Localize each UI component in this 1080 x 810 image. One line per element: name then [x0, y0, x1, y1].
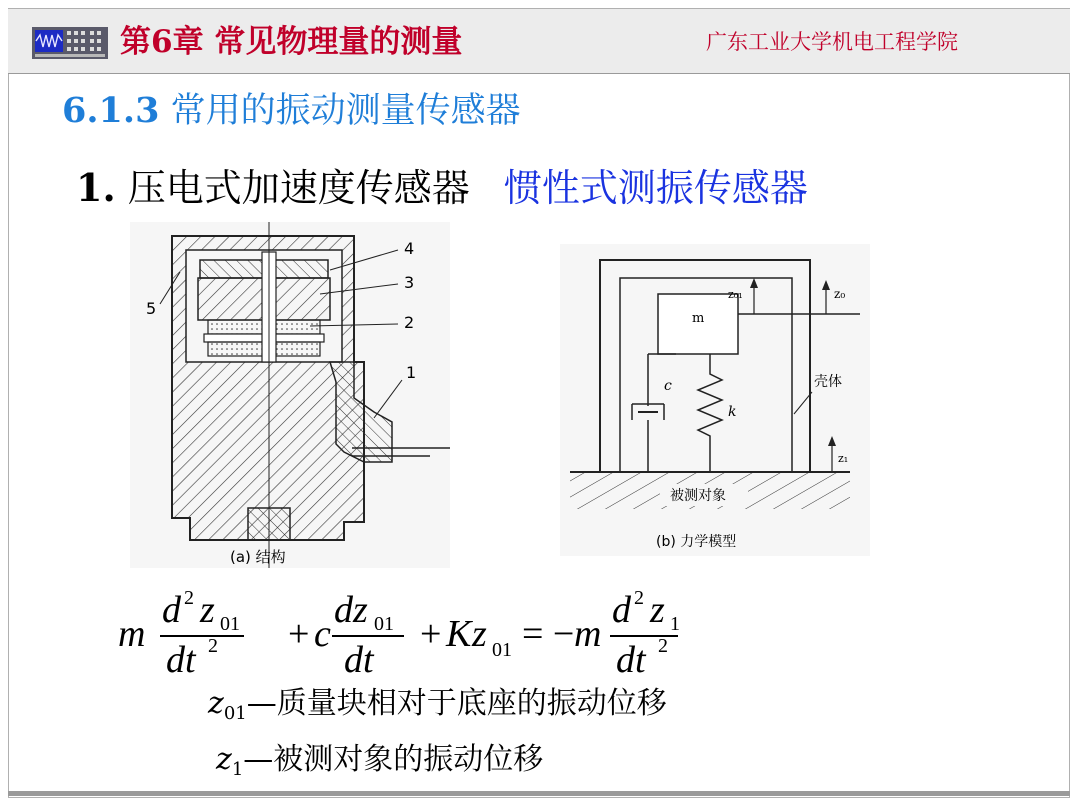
object-label: 被测对象 [670, 488, 726, 504]
eq-sub-01a: 01 [220, 613, 240, 635]
eq-plus-2: + [420, 613, 442, 655]
eq-c: c [314, 613, 331, 655]
eq-d-num: d [162, 589, 181, 631]
eq-sup-2b: 2 [208, 635, 218, 657]
z1-label: z₁ [838, 452, 849, 465]
eq-dz-num: dz [334, 589, 368, 631]
eq-dt-den: dt [166, 639, 196, 681]
section-number: 6.1.3 [62, 90, 160, 131]
sub-heading [76, 162, 808, 214]
damper-label: c [664, 378, 672, 394]
spring-label: k [728, 404, 737, 420]
figure-b-model [560, 244, 870, 556]
figure-b-caption: (b) 力学模型 [656, 534, 737, 550]
subheading-number: 1. [76, 165, 116, 210]
eq-K: K [446, 613, 472, 655]
oscilloscope-logo-icon [32, 27, 108, 59]
chapter-title: 第6章 常见物理量的测量 [120, 24, 463, 60]
def-z01-text: —质量块相对于底座的振动位移 [246, 686, 667, 721]
eq-dt-den-2: dt [344, 639, 374, 681]
eq-z-num: z [200, 589, 215, 631]
subheading-alt-title: 惯性式测振传感器 [503, 166, 808, 210]
def-z1-var: z [216, 742, 232, 777]
figure-a-caption: (a) 结构 [230, 548, 286, 566]
callout-4: 4 [404, 239, 415, 258]
eq-sub-01c: 01 [492, 639, 512, 661]
callout-2: 2 [404, 313, 415, 332]
def-z1-sub: 1 [231, 759, 244, 780]
definition-z01 [208, 680, 667, 728]
eq-sup-2d: 2 [658, 635, 668, 657]
eq-dt-den-rhs: dt [616, 639, 646, 681]
definition-z1 [216, 736, 543, 784]
z0-label: z₀ [834, 287, 846, 301]
section-title [62, 86, 521, 136]
footer-rule [8, 791, 1070, 796]
section-title-text: 常用的振动测量传感器 [170, 91, 521, 131]
subheading-title: 压电式加速度传感器 [127, 166, 470, 210]
z01-label: z₀₁ [728, 288, 743, 301]
def-z01-sub: 01 [223, 703, 247, 724]
eq-equals: = − [522, 613, 575, 655]
callout-3: 3 [404, 273, 415, 292]
equation-of-motion [118, 584, 678, 684]
housing-label: 壳体 [814, 374, 842, 390]
eq-sub-01b: 01 [374, 613, 394, 635]
eq-z-K: z [472, 613, 487, 655]
callout-1: 1 [406, 363, 417, 382]
header-divider [8, 73, 1070, 74]
callout-5: 5 [146, 299, 157, 318]
def-z01-var: z [208, 686, 224, 721]
eq-m-rhs: m [574, 613, 602, 655]
eq-plus-1: + [288, 613, 310, 655]
eq-z-num-rhs: z [650, 589, 665, 631]
mass-label: m [692, 311, 705, 326]
eq-m: m [118, 613, 146, 655]
eq-sub-1: 1 [670, 613, 680, 635]
figure-a-structure [130, 222, 450, 568]
def-z1-text: —被测对象的振动位移 [243, 742, 544, 777]
school-name: 广东工业大学机电工程学院 [706, 30, 958, 54]
eq-sup-2a: 2 [184, 587, 194, 609]
eq-sup-2c: 2 [634, 587, 644, 609]
eq-d-num-rhs: d [612, 589, 631, 631]
